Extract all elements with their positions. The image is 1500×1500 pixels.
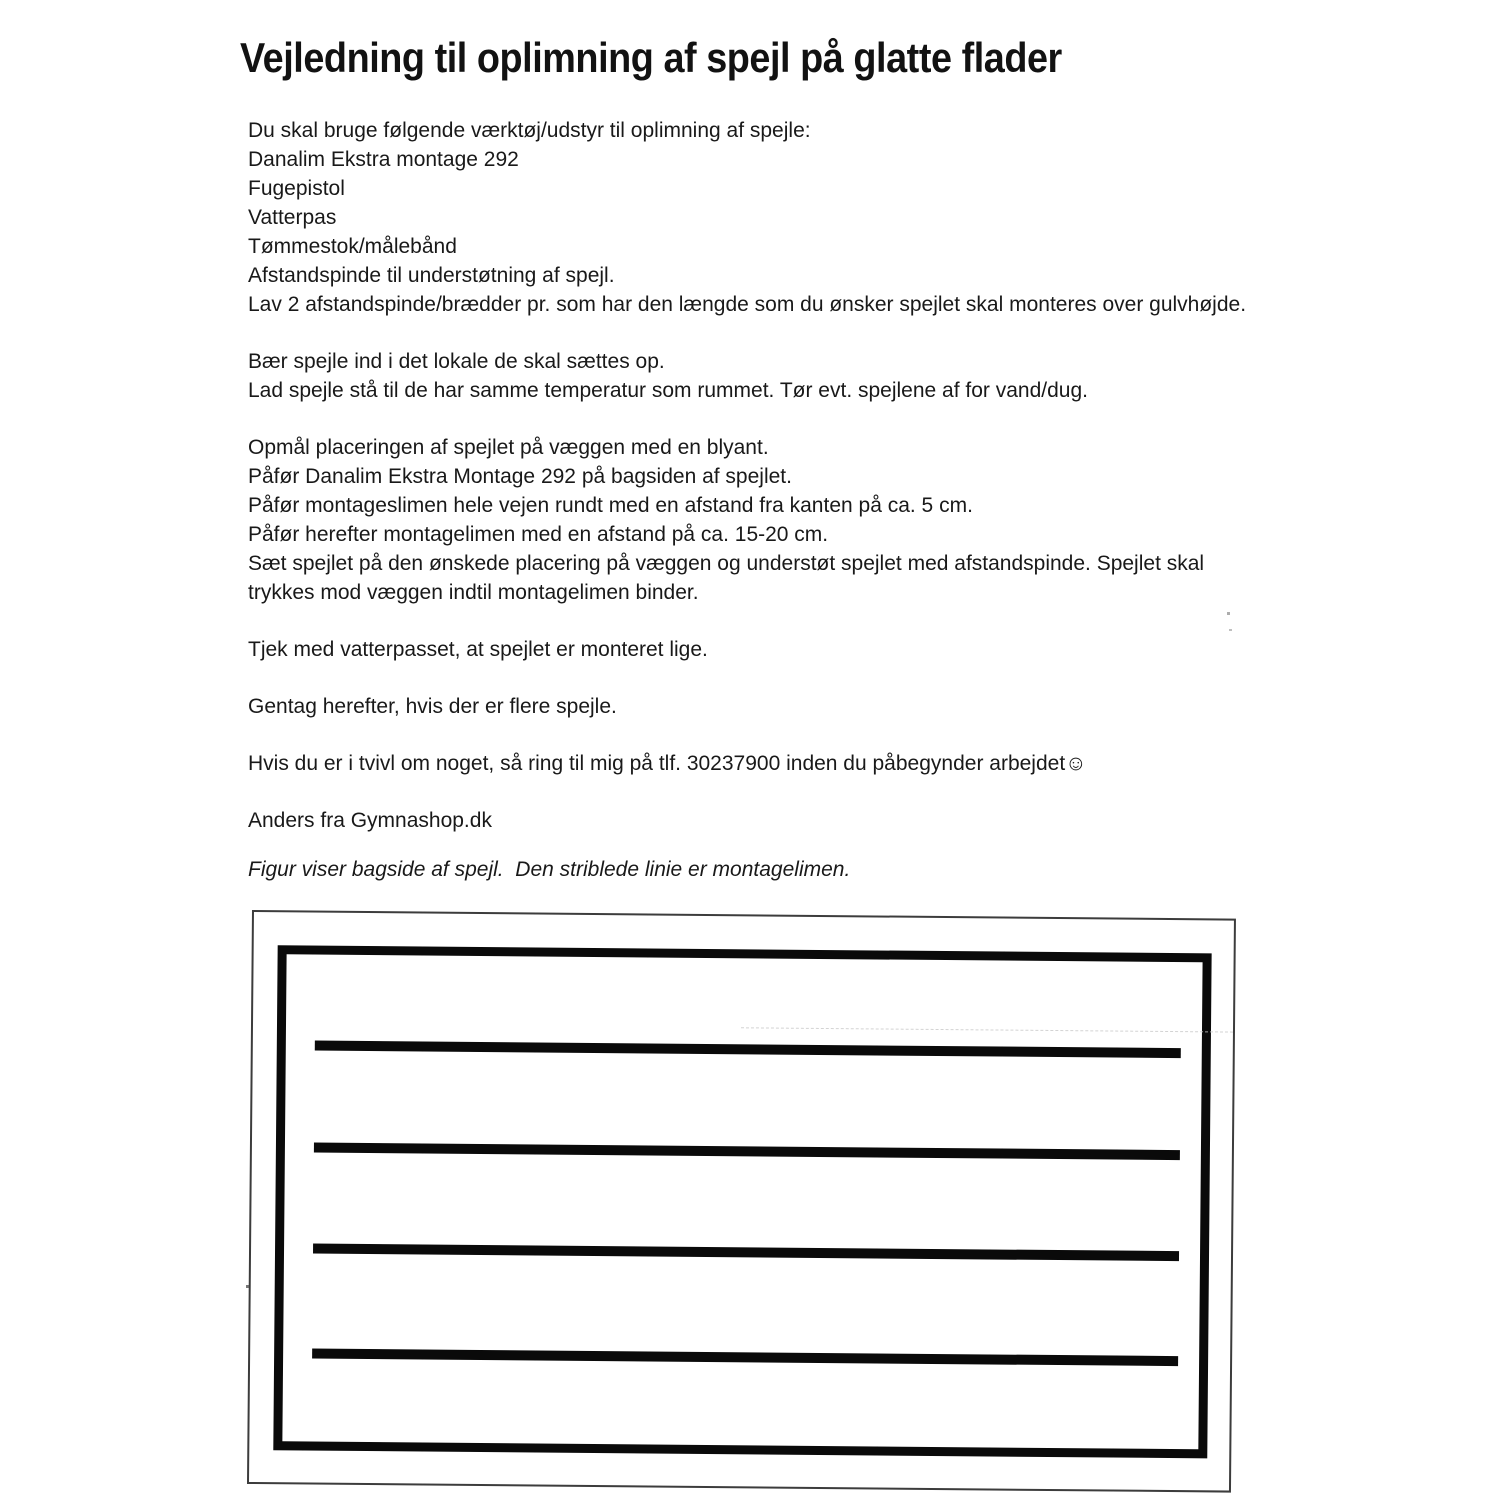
- text-line: Lad spejle stå til de har samme temperatur som rummet. Tør evt. spejlene af for vand/dug.: [248, 379, 1088, 402]
- mirror-edge-glue-frame: [273, 945, 1211, 1458]
- document-body: [248, 116, 1348, 884]
- glue-stripe-4: [312, 1349, 1178, 1367]
- document-title: Vejledning til oplimning af spejl på glatte flader: [240, 34, 1062, 81]
- glue-stripe-2: [314, 1143, 1180, 1161]
- text-line: Anders fra Gymnashop.dk: [248, 809, 492, 832]
- text-line: Bær spejle ind i det lokale de skal sættes op.: [248, 350, 665, 373]
- text-line: Opmål placeringen af spejlet på væggen med en blyant.: [248, 436, 769, 459]
- mirror-back-figure: [247, 910, 1236, 1493]
- text-line: Gentag herefter, hvis der er flere spejle.: [248, 695, 617, 718]
- paragraph-repeat: [248, 692, 1348, 721]
- text-line: Lav 2 afstandspinde/brædder pr. som har den længde som du ønsker spejlet skal monteres over gulvhøjde.: [248, 293, 1247, 316]
- text-line: Sæt spejlet på den ønskede placering på væggen og understøt spejlet med afstandspinde. Spejlet skal: [248, 552, 1205, 575]
- text-line: Fugepistol: [248, 177, 345, 200]
- text-line: Påfør herefter montagelimen med en afstand på ca. 15-20 cm.: [248, 523, 829, 546]
- text-line: Du skal bruge følgende værktøj/udstyr til oplimning af spejle:: [248, 119, 811, 142]
- glue-stripe-1: [315, 1041, 1181, 1059]
- paragraph-level-check: [248, 635, 1348, 664]
- paragraph-contact: [248, 749, 1348, 778]
- scan-speck: [1229, 629, 1232, 631]
- paragraph-acclimatize: [248, 347, 1348, 405]
- text-line: trykkes mod væggen indtil montagelimen binder.: [248, 581, 699, 604]
- text-line: Vatterpas: [248, 206, 337, 229]
- paragraph-mounting-steps: [248, 433, 1348, 607]
- paragraph-signature: [248, 806, 1348, 835]
- paragraph-tools: [248, 116, 1348, 319]
- scan-speck: [1227, 612, 1230, 615]
- scan-speck: [246, 1285, 249, 1288]
- text-line: Påfør Danalim Ekstra Montage 292 på bagsiden af spejlet.: [248, 465, 792, 488]
- glue-stripe-3: [313, 1244, 1179, 1262]
- text-line: Afstandspinde til understøtning af spejl.: [248, 264, 615, 287]
- text-line: Hvis du er i tvivl om noget, så ring til mig på tlf. 30237900 inden du påbegynder arbejdet☺: [248, 752, 1087, 775]
- text-line: Påfør montageslimen hele vejen rundt med en afstand fra kanten på ca. 5 cm.: [248, 494, 973, 517]
- text-line: Danalim Ekstra montage 292: [248, 148, 519, 171]
- figure-caption: Figur viser bagside af spejl. Den striblede linie er montagelimen.: [248, 858, 851, 881]
- text-line: Tjek med vatterpasset, at spejlet er monteret lige.: [248, 638, 708, 661]
- text-line: Tømmestok/målebånd: [248, 235, 457, 258]
